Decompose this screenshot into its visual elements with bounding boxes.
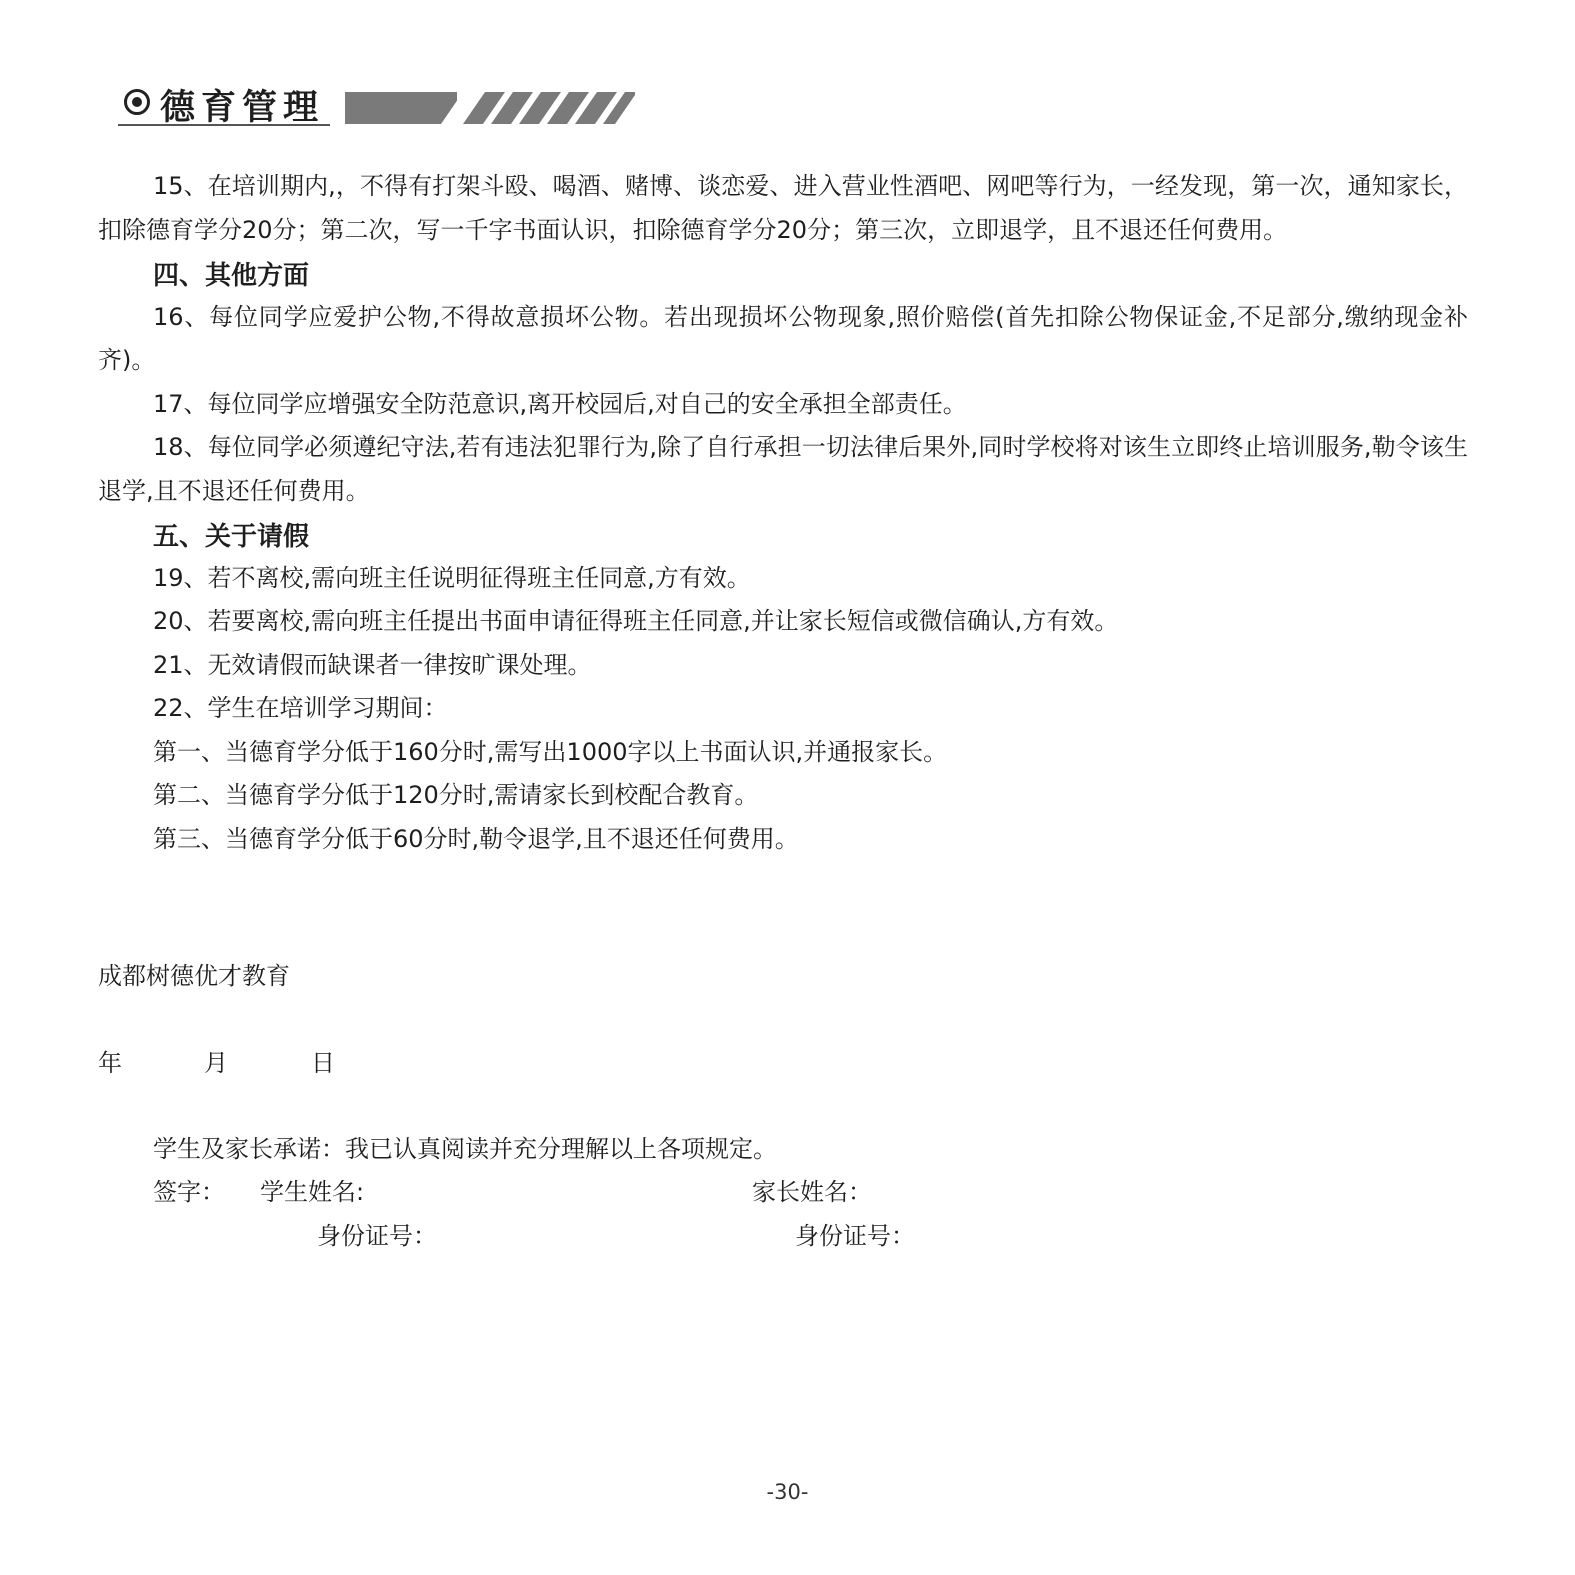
rule-16: 16、每位同学应爱护公物,不得故意损坏公物。若出现损坏公物现象,照价赔偿(首先扣除公物保证金,不足部分,缴纳现金补齐)。 (98, 302, 1468, 374)
section-title: 德育管理 (160, 88, 325, 128)
date-year-label: 年 (98, 1049, 122, 1077)
rule-22-item-1: 第一、当德育学分低于160分时,需写出1000字以上书面认识,并通报家长。 (153, 737, 948, 766)
section-heading-4: 四、其他方面 (153, 261, 310, 291)
date-day-label: 日 (311, 1049, 335, 1077)
rule-20: 20、若要离校,需向班主任提出书面申请征得班主任同意,并让家长短信或微信确认,方有效。 (153, 607, 1119, 635)
section-heading-5: 五、关于请假 (153, 522, 310, 552)
sign-label: 签字： (153, 1178, 225, 1206)
rule-18: 18、每位同学必须遵纪守法,若有违法犯罪行为,除了自行承担一切法律后果外,同时学校将对该生立即终止培训服务,勒令该生退学,且不退还任何费用。 (98, 433, 1468, 505)
bullet-circle-icon (124, 89, 150, 115)
rule-21: 21、无效请假而缺课者一律按旷课处理。 (153, 650, 592, 679)
rule-22: 22、学生在培训学习期间： (153, 694, 448, 722)
student-id-label: 身份证号： (317, 1222, 437, 1250)
document-body (98, 165, 1468, 861)
date-month-label: 月 (204, 1049, 228, 1077)
organization-name: 成都树德优才教育 (98, 962, 290, 990)
rule-15: 15、在培训期内,，不得有打架斗殴、喝酒、赌博、谈恋爱、进入营业性酒吧、网吧等行为，一经发现，第一次，通知家长，扣除德育学分20分；第二次，写一千字书面认识，扣除德育学分20分；第三次，立即退学，且不退还任何费用。 (98, 172, 1468, 244)
page-header (118, 84, 638, 128)
rule-22-item-2: 第二、当德育学分低于120分时,需请家长到校配合教育。 (153, 781, 759, 809)
bar-solid-segment (345, 92, 457, 124)
rule-19: 19、若不离校,需向班主任说明征得班主任同意,方有效。 (153, 563, 751, 592)
rule-22-item-3: 第三、当德育学分低于60分时,勒令退学,且不退还任何费用。 (153, 824, 799, 853)
parent-name-label: 家长姓名： (752, 1178, 872, 1206)
header-decorative-bar (345, 92, 635, 124)
page-number: -30- (766, 1480, 809, 1504)
rule-17: 17、每位同学应增强安全防范意识,离开校园后,对自己的安全承担全部责任。 (153, 389, 967, 418)
student-name-label: 学生姓名: (260, 1178, 365, 1206)
header-title-block (118, 84, 330, 126)
parent-id-label: 身份证号： (795, 1222, 915, 1250)
pledge-statement: 学生及家长承诺：我已认真阅读并充分理解以上各项规定。 (153, 1135, 777, 1163)
